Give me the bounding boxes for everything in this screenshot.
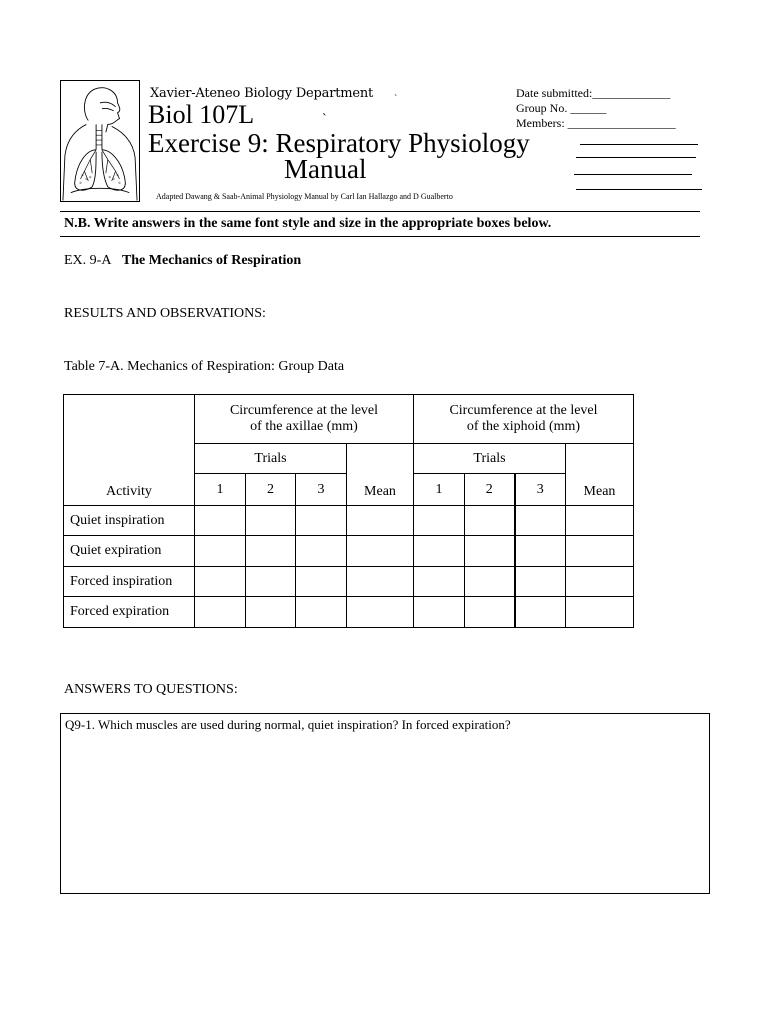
exercise-subtitle: The Mechanics of Respiration [121, 253, 302, 268]
date-submitted-field[interactable]: Date submitted:_____________ [516, 86, 671, 100]
data-cell[interactable] [515, 567, 566, 597]
data-cell[interactable] [566, 536, 634, 567]
data-cell[interactable] [246, 597, 296, 628]
axillae-header: Circumference at the level of the axillae (mm) [195, 395, 414, 444]
data-cell[interactable] [296, 506, 347, 536]
data-cell[interactable] [566, 597, 634, 628]
member-line[interactable] [574, 174, 692, 175]
data-cell[interactable] [414, 567, 465, 597]
axillae-trials-header: Trials [195, 444, 347, 474]
trial-number: 2 [246, 474, 296, 506]
trial-number: 2 [465, 474, 515, 506]
group-number-field[interactable]: Group No. ______ [516, 101, 607, 115]
stray-mark: ` [322, 112, 327, 127]
data-cell[interactable] [296, 536, 347, 567]
data-cell[interactable] [465, 567, 515, 597]
data-cell[interactable] [515, 506, 566, 536]
xiphoid-header: Circumference at the level of the xiphoid (mm) [414, 395, 634, 444]
exercise-title-continued: Manual [284, 154, 367, 184]
activity-header: Activity [64, 395, 195, 506]
trial-number: 1 [195, 474, 246, 506]
trial-number: 1 [414, 474, 465, 506]
data-cell[interactable] [246, 536, 296, 567]
data-cell[interactable] [465, 506, 515, 536]
member-line[interactable] [580, 144, 698, 145]
divider [60, 236, 700, 237]
row-label: Quiet expiration [64, 536, 195, 567]
data-cell[interactable] [296, 597, 347, 628]
group-data-table [63, 394, 634, 628]
row-label: Forced inspiration [64, 567, 195, 597]
data-cell[interactable] [515, 536, 566, 567]
results-heading: RESULTS AND OBSERVATIONS: [64, 306, 266, 321]
member-line[interactable] [576, 157, 696, 158]
row-label: Quiet inspiration [64, 506, 195, 536]
data-cell[interactable] [414, 597, 465, 628]
data-cell[interactable] [296, 567, 347, 597]
table-row [64, 597, 634, 628]
data-cell[interactable] [195, 567, 246, 597]
xiphoid-trials-header: Trials [414, 444, 566, 474]
data-cell[interactable] [465, 597, 515, 628]
table-caption: Table 7-A. Mechanics of Respiration: Group Data [64, 359, 345, 374]
data-cell[interactable] [566, 506, 634, 536]
data-cell[interactable] [414, 536, 465, 567]
data-cell[interactable] [465, 536, 515, 567]
data-cell[interactable] [515, 597, 566, 628]
trial-number: 3 [296, 474, 347, 506]
data-cell[interactable] [347, 597, 414, 628]
xiphoid-mean-header: Mean [566, 444, 634, 506]
members-field[interactable]: Members: __________________ [516, 116, 676, 130]
data-cell[interactable] [347, 536, 414, 567]
data-cell[interactable] [246, 567, 296, 597]
exercise-code: EX. 9-A [64, 253, 112, 268]
data-cell[interactable] [566, 567, 634, 597]
divider [60, 211, 700, 212]
table-row [64, 536, 634, 567]
department-name: Xavier-Ateneo Biology Department [150, 86, 374, 101]
member-line[interactable] [576, 189, 702, 190]
respiratory-system-drawing [61, 81, 139, 201]
data-cell[interactable] [195, 506, 246, 536]
data-cell[interactable] [414, 506, 465, 536]
respiratory-system-illustration [60, 80, 140, 202]
data-cell[interactable] [246, 506, 296, 536]
instruction-note: N.B. Write answers in the same font style and size in the appropriate boxes below. [64, 216, 552, 231]
row-label: Forced expiration [64, 597, 195, 628]
trial-number: 3 [515, 474, 566, 506]
table-row [64, 567, 634, 597]
answers-heading: ANSWERS TO QUESTIONS: [64, 682, 238, 697]
data-cell[interactable] [195, 597, 246, 628]
table-row [64, 506, 634, 536]
stray-mark: ` [394, 94, 398, 105]
data-cell[interactable] [347, 506, 414, 536]
data-cell[interactable] [195, 536, 246, 567]
exercise-title: Exercise 9: Respiratory Physiology [148, 128, 530, 158]
exercise-heading [64, 253, 301, 269]
data-cell[interactable] [347, 567, 414, 597]
axillae-mean-header: Mean [347, 444, 414, 506]
question-text: Q9-1. Which muscles are used during normal, quiet inspiration? In forced expiration? [65, 717, 511, 732]
course-code: Biol 107L [148, 100, 255, 129]
credit-line: Adapted Dawang & Saab-Animal Physiology Manual by Carl Ian Hallazgo and D Gualberto [156, 192, 453, 201]
answer-box[interactable] [60, 713, 710, 894]
